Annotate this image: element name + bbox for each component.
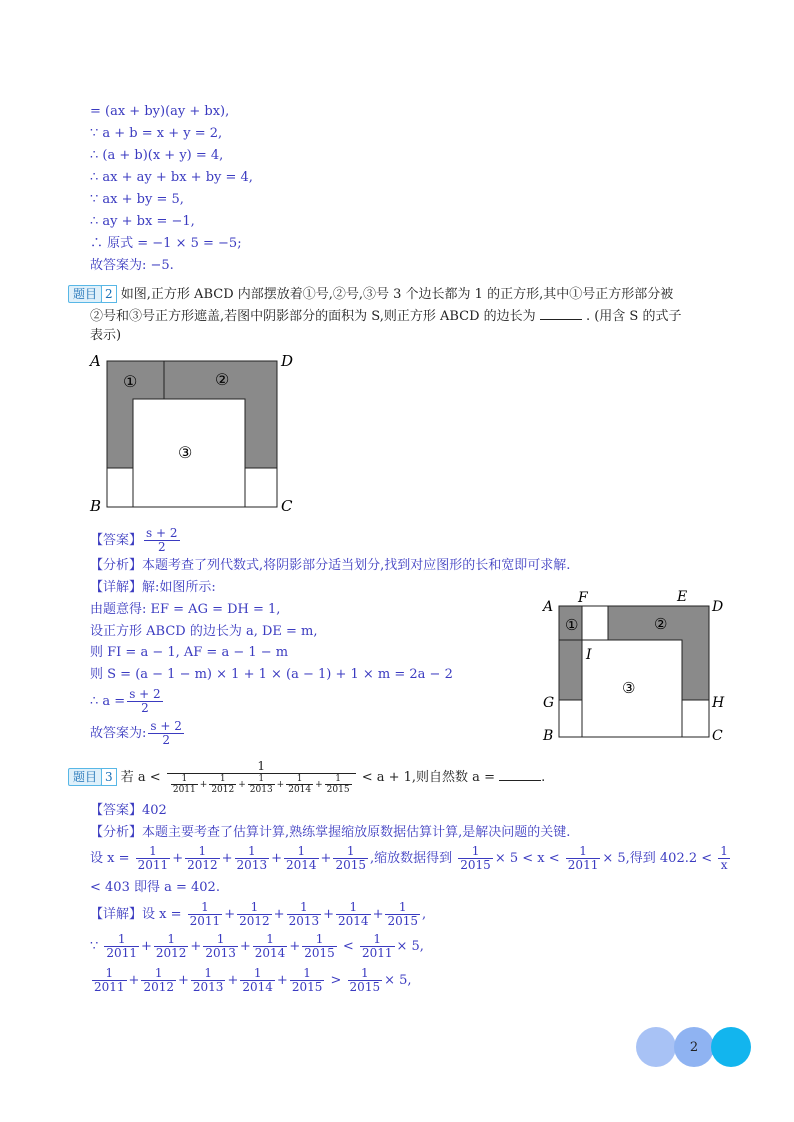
sol1-line-1: = (ax + by)(ay + bx), xyxy=(90,104,230,119)
q2-detail-7: 故答案为: $\frac{s + 2}{2}$ xyxy=(90,719,182,747)
label-square-1: ① xyxy=(565,616,579,634)
q2-stem-line-1 xyxy=(68,285,673,303)
q2-stem-line-2 xyxy=(90,307,681,325)
page-decor-circle-right xyxy=(711,1027,751,1067)
stem-fraction: 1 $\frac{1}{2011}$ + $\frac{1}{2012}$ + $\frac{1}{2013}$ + $\frac{1}{2014}$ + $\frac{1}{2015}$ xyxy=(167,760,356,795)
page-decor-circle-left xyxy=(636,1027,676,1067)
detail-fraction-2: $\frac{s + 2}{2}$ xyxy=(150,719,182,747)
question-number: 3 xyxy=(101,768,117,786)
label-square-1: ① xyxy=(123,372,138,391)
answer-fraction: $\frac{s + 2}{2}$ xyxy=(146,526,178,554)
label-I: I xyxy=(586,647,592,663)
question-tag: 题目 xyxy=(68,768,102,786)
question-number: 2 xyxy=(101,285,117,303)
figure-squares-1 xyxy=(86,350,306,518)
label-A: A xyxy=(543,599,554,615)
figure-squares-2 xyxy=(538,588,738,748)
q2-stem-text-2a: ②号和③号正方形遮盖,若图中阴影部分的面积为 S,则正方形 ABCD 的边长为 xyxy=(90,309,536,324)
sol1-line-6: ∴ ay + bx = −1, xyxy=(90,214,195,229)
label-square-3: ③ xyxy=(178,443,193,462)
label-C: C xyxy=(712,728,723,744)
label-D: D xyxy=(281,352,294,370)
q2-detail-5: 则 S = (a − 1 − m) × 1 + 1 × (a − 1) + 1 × m = 2a − 2 xyxy=(90,667,453,682)
sol1-line-8: 故答案为: −5. xyxy=(90,258,174,273)
page-number: 2 xyxy=(689,1039,699,1055)
q2-stem-text-1: 如图,正方形 ABCD 内部摆放着①号,②号,③号 3 个边长都为 1 的正方形,其中①号正方形部分被 xyxy=(120,287,674,302)
q3-analysis-line-2: 设 x = $\frac{1}{2011}$ + $\frac{1}{2012}$ + $\frac{1}{2013}$ + $\frac{1}{2014}$ + $\frac{1}{2015}$ ,缩放数据得到 $\frac{1}{2015}$ × 5 < x < $\frac{1}{2011}$ × 5,得到 402.2 < $\frac{1}{x}$ xyxy=(90,844,728,872)
q3-detail-3: $\frac{1}{2011}$ + $\frac{1}{2012}$ + $\frac{1}{2013}$ + $\frac{1}{2014}$ + $\frac{1}{2015}$ > $\frac{1}{2015}$ × 5, xyxy=(94,966,412,994)
answer-label: 【答案】 xyxy=(90,533,143,548)
label-square-2: ② xyxy=(215,370,230,389)
q2-stem-line-3: 表示) xyxy=(90,328,122,343)
label-square-3: ③ xyxy=(622,679,636,697)
detail-fraction-1: $\frac{s + 2}{2}$ xyxy=(129,687,161,715)
question-tag: 题目 xyxy=(68,285,102,303)
label-H: H xyxy=(712,695,725,711)
q2-detail-1: 【详解】解:如图所示: xyxy=(90,580,216,595)
label-C: C xyxy=(281,497,293,515)
label-F: F xyxy=(578,590,588,606)
q3-detail-1: 【详解】设 x = $\frac{1}{2011}$ + $\frac{1}{2012}$ + $\frac{1}{2013}$ + $\frac{1}{2014}$ + $\frac{1}{2015}$ , xyxy=(90,900,427,928)
q3-analysis-line-3: < 403 即得 a = 402. xyxy=(90,880,220,895)
sol1-line-7: ∴ 原式 = −1 × 5 = −5; xyxy=(90,236,242,251)
label-A: A xyxy=(90,352,101,370)
q3-analysis: 【分析】本题主要考查了估算计算,熟练掌握缩放原数据估算计算,是解决问题的关键. xyxy=(90,825,571,840)
label-B: B xyxy=(543,728,554,744)
sol1-line-5: ∵ ax + by = 5, xyxy=(90,192,184,207)
q2-stem-text-2b: . (用含 S 的式子 xyxy=(585,309,682,324)
q2-detail-4: 则 FI = a − 1, AF = a − 1 − m xyxy=(90,645,289,660)
q2-detail-6: ∴ a = $\frac{s + 2}{2}$ xyxy=(90,687,161,715)
answer-blank xyxy=(540,307,582,320)
q2-detail-3: 设正方形 ABCD 的边长为 a, DE = m, xyxy=(90,624,318,639)
page-number-circle xyxy=(674,1027,714,1067)
q3-answer: 【答案】402 xyxy=(90,803,167,818)
sol1-line-2: ∵ a + b = x + y = 2, xyxy=(90,126,223,141)
answer-blank xyxy=(499,768,541,781)
label-B: B xyxy=(90,497,102,515)
q3-detail-2: ∵ $\frac{1}{2011}$ + $\frac{1}{2012}$ + $\frac{1}{2013}$ + $\frac{1}{2014}$ + $\frac{1}{2015}$ < $\frac{1}{2011}$ × 5, xyxy=(90,932,424,960)
label-G: G xyxy=(543,695,555,711)
q2-analysis: 【分析】本题考查了列代数式,将阴影部分适当划分,找到对应图形的长和宽即可求解. xyxy=(90,558,571,573)
q2-detail-2: 由题意得: EF = AG = DH = 1, xyxy=(90,602,281,617)
sol1-line-3: ∴ (a + b)(x + y) = 4, xyxy=(90,148,224,163)
q2-answer xyxy=(90,527,182,554)
label-E: E xyxy=(677,589,688,605)
label-square-2: ② xyxy=(654,615,668,633)
label-D: D xyxy=(712,599,724,615)
sol1-line-4: ∴ ax + ay + bx + by = 4, xyxy=(90,170,253,185)
q3-stem: 题目 3 若 a < 1 $\frac{1}{2011}$ + $\frac{1}{2012}$ + $\frac{1}{2013}$ + $\frac{1}{2014}$ + $\frac{1}{2015}$ < a + 1,则自然数 a = . xyxy=(68,760,545,796)
